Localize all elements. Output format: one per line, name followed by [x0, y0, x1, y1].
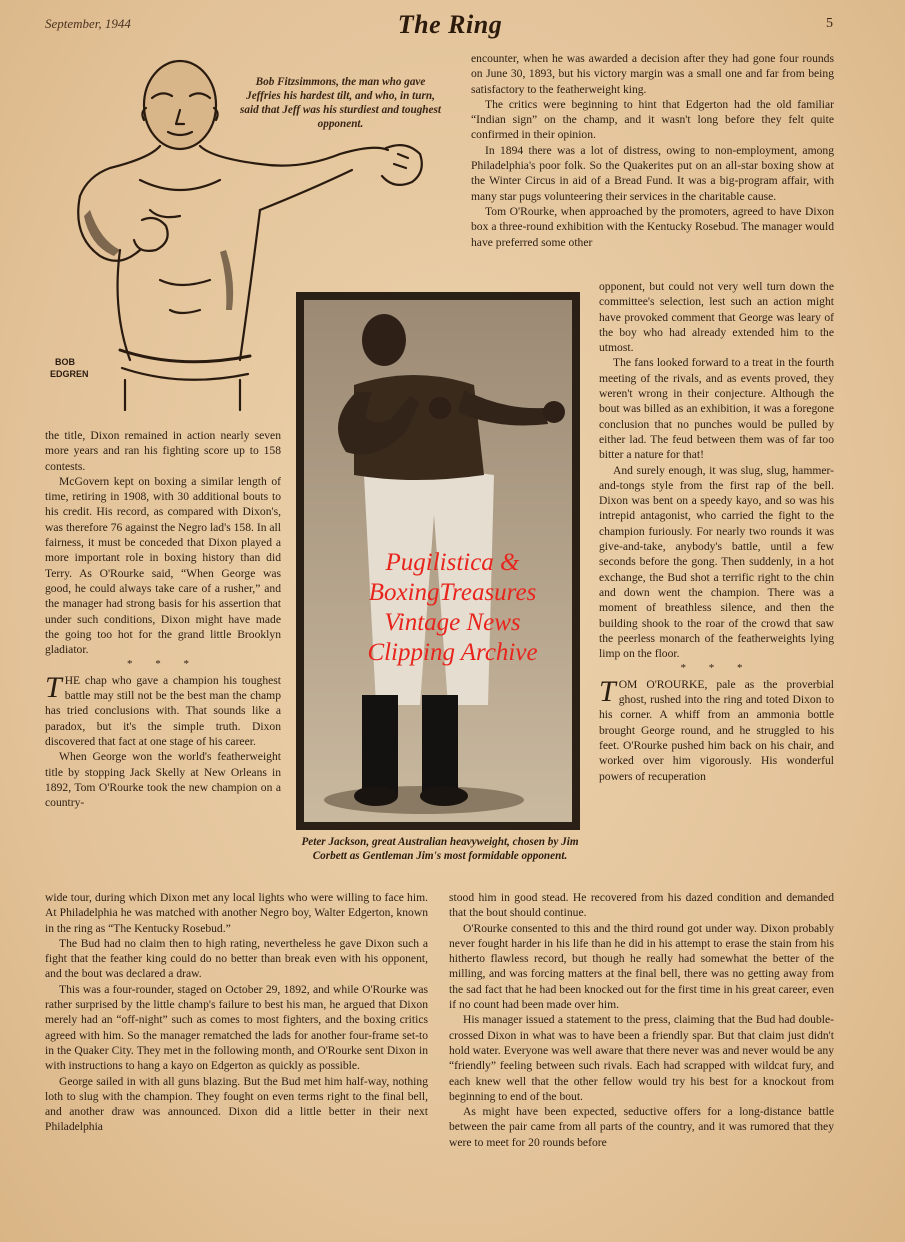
article-right-bottom: stood him in good stead. He recovered from his dazed condition and demanded that the bout should continue. O'Rourke consented to this and the third round got under way. Dixon probably never fought harder in his life than he did in his attempt to erase the stain from his hitherto flawless record, but though he really had somewhat the better of the milling, and was forcing matters at the final bell, there was no getting away from the sad fact that he had been knocked out for the first time in his great career, even if no count had been made over him. His manager issued a statement to the press, claiming that the Bud had double-crossed Dixon in what was to have been a friendly spar. But that claim just didn't hold water. Everyone was well aware that there never was and never would be any “friendly” feeling between such rivals. Each had scrapped with wildcat fury, and each knew well that the other fellow would try his best for a knockout from beginning to end of the bout. As might have been expected, seductive offers for a long-distance battle between the pair came from all parts of the country, and it was rumored that they were to meet for 20 rounds before: [449, 891, 834, 1149]
article-right-middle: opponent, but could not very well turn down the committee's selection, lest such an action might have provoked comment that George was leary of the boy who had already extended him to the utmost. The fans looked forward to a treat in the fourth meeting of the rivals, and as events proved, they weren't wrong in their conjecture. Although the bout was billed as an exhibition, it was a foregone conclusion that no punches would be pulled by either lad. The feud between them was of far too bitter a nature for that! And surely enough, it was slug, slug, hammer-and-tongs style from the first rap of the bell. Dixon was bent on a speedy kayo, and so was his intrepid antagonist, who carried the fight to the champion furiously. For nearly two rounds it was give-and-take, anybody's battle, until a few seconds before the gong. Then suddenly, in a hot exchange, the Bud shot a terrific right to the chin and down went the champion. There was a moment of breathless silence, and then the building shook to the roar of the crowd that saw the peerless monarch of the featherweights lying limp on the floor. * * * TOM O'ROURKE, pale as the proverbial ghost, rushed into the ring and toted Dixon to his corner. A whiff from an ammonia bottle brought George round, and he struggled to his feet. O'Rourke pushed him back on his chair, and worked over him vigorously. His wonderful powers of recuperation: [599, 280, 834, 783]
magazine-title: The Ring: [397, 10, 503, 39]
article-left-middle: the title, Dixon remained in action nearly seven more years and ran his fighting score up to 158 contests. McGovern kept on boxing a similar length of time, retiring in 1908, with 30 additional bouts to his credit. His record, as compared with Dixon's, was therefore 76 against the Negro lad's 158. In all fairness, it must be conceded that Dixon played a more important role in boxing history than did Terry. As O'Rourke said, “When George was good, he could always take care of a rusher,” and the manager had strong basis for his assertion that under such conditions, Dixon might have made the going too hot for the grand little Brooklyn gladiator. * * * THE chap who gave a champion his toughest battle may still not be the best man the champ has tried conclusions with. That sounds like a paradox, but it's the simple truth. Dixon discovered that fact at one stage of his career. When George won the world's featherweight title by stopping Jack Skelly at New Orleans in 1892, Tom O'Rourke took the new champion on a country-: [45, 429, 281, 810]
fitzsimmons-caption: Bob Fitzsimmons, the man who gave Jeffries his hardest tilt, and who, in turn, said that Jeff was his sturdiest and toughest opponent.: [240, 76, 441, 130]
issue-date: September, 1944: [45, 16, 131, 31]
article-left-bottom: wide tour, during which Dixon met any local lights who were willing to face him. At Philadelphia he was matched with another Negro boy, Walter Edgerton, known in the ring as “The Kentucky Rosebud.” The Bud had no claim then to high rating, nevertheless he gave Dixon such a fight that the feather king could do no better than break even with his opponent, and the bout was declared a draw. This was a four-rounder, staged on October 29, 1892, and while O'Rourke was rather surprised by the little champ's failure to best his man, he argued that Dixon merely had an “off-night” such as comes to most fighters, and the boxing critics agreed with him. So the manager rematched the lads for another four-frame set-to in the Quaker City. They met in the following month, and O'Rourke sent Dixon in with instructions to hang a kayo on Edgerton as quickly as possible. George sailed in with all guns blazing. But the Bud met him half-way, nothing loth to slug with the champion. They fought on even terms right to the final bell, and another draw was announced. Dixon did a little better in their next Philadelphia: [45, 891, 428, 1134]
archive-watermark: Pugilistica & BoxingTreasures Vintage News Clipping Archive: [367, 549, 538, 666]
page-number: 5: [826, 16, 833, 31]
svg-text:EDGREN: EDGREN: [50, 369, 89, 379]
jackson-caption: Peter Jackson, great Australian heavyweight, chosen by Jim Corbett as Gentleman Jim's most formidable opponent.: [301, 836, 579, 862]
article-right-top: encounter, when he was awarded a decision after they had gone four rounds on June 30, 1893, but his victory margin was a small one and far from being satisfactory to the featherweight king. The critics were beginning to hint that Edgerton had the old familiar “Indian sign” on the champ, and it wasn't long before they felt quite confirmed in their opinion. In 1894 there was a lot of distress, owing to non-employment, among Philadelphia's poor folk. So the Quakerites put on an all-star boxing show at the Winter Circus in aid of a Bread Fund. It was a big-program affair, with many star pugs volunteering their services in the charitable cause. Tom O'Rourke, when approached by the promoters, agreed to have Dixon box a three-round exhibition with the Kentucky Rosebud. The manager would have preferred some other: [471, 52, 834, 249]
artist-signature: BOB: [55, 357, 75, 367]
